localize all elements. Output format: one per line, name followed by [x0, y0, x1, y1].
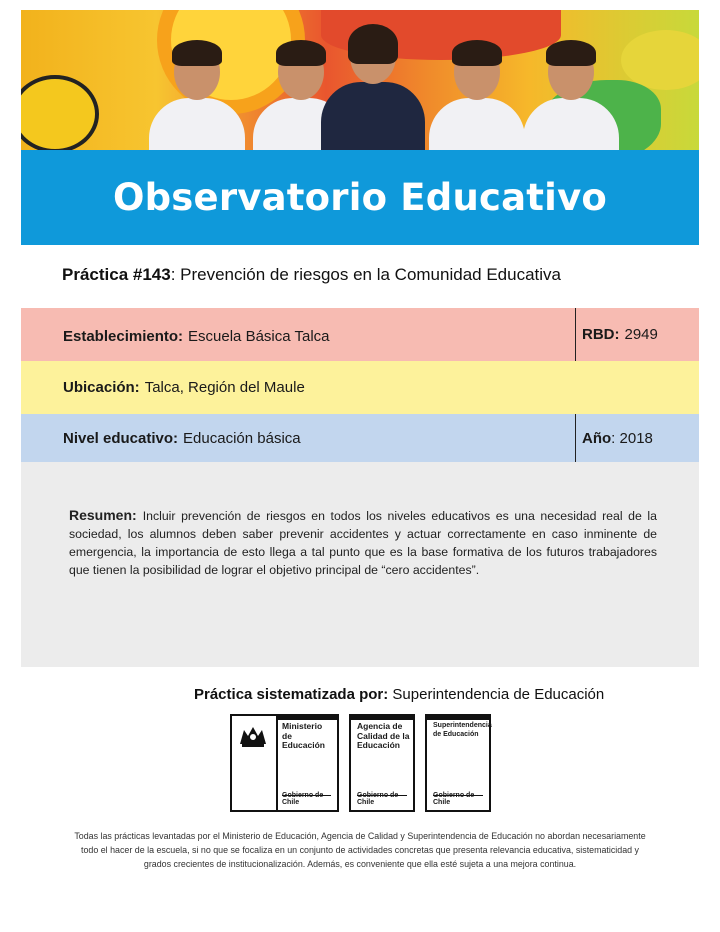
summary-paragraph	[69, 506, 657, 579]
page-title: Observatorio Educativo	[112, 176, 608, 219]
systematized-by	[194, 686, 604, 703]
rbd-label: RBD:	[582, 326, 620, 343]
establishment-cell	[21, 308, 575, 361]
logo-footer: Gobierno de Chile	[433, 792, 475, 806]
student-figure	[149, 44, 245, 150]
year-cell	[575, 414, 699, 462]
level-label: Nivel educativo:	[63, 429, 179, 447]
systematized-label: Práctica sistematizada por:	[194, 686, 389, 703]
student-figure	[523, 44, 619, 150]
rbd-cell	[575, 308, 699, 361]
systematized-value: Superintendencia de Educación	[392, 686, 605, 703]
logo-name: Agencia de Calidad de la Educación	[357, 721, 410, 750]
rbd-value: 2949	[624, 326, 658, 343]
header-photo	[21, 10, 699, 150]
level-row	[21, 414, 699, 462]
level-cell	[21, 414, 575, 462]
establishment-label: Establecimiento:	[63, 328, 184, 345]
student-figure	[429, 44, 525, 150]
disclaimer-text: Todas las prácticas levantadas por el Ministerio de Educación, Agencia de Calidad y Superintendencia de Educación no abordan necesariamente todo el hacer de la escuela, si no que se focaliza en un conjunto de actividades concretas que presenta relevancia educativa, sistematicidad y grados crecientes de institucionalización. Además, es conveniente que ella esté sujeta a una mejora continua.	[74, 831, 646, 869]
establishment-row	[21, 308, 699, 361]
practice-number: Práctica #143	[62, 265, 171, 284]
location-label: Ubicación:	[63, 379, 140, 396]
level-value: Educación básica	[183, 429, 301, 447]
summary-text: Incluir prevención de riesgos en todos los niveles educativos es una necesidad real de la sociedad, los alumnos deben saber prevenir accidentes y actuar correctamente en caso inminente de emergencia, la importancia de esto llega a tal punto que es la base formativa de los futuros trabajadores que tienen la posibilidad de lograr el objetivo principal de “cero accidentes”.	[69, 509, 657, 577]
title-band	[21, 150, 699, 245]
logo-agencia-calidad	[349, 714, 415, 812]
practice-title: : Prevención de riesgos en la Comunidad Educativa	[170, 265, 561, 284]
logo-footer: Gobierno de Chile	[282, 792, 324, 806]
establishment-value: Escuela Básica Talca	[188, 328, 330, 345]
location-row	[21, 361, 699, 414]
year-value: : 2018	[611, 429, 653, 447]
teacher-figure	[321, 28, 425, 150]
crest-panel	[232, 716, 278, 810]
logo-name: Superintendencia de Educación	[433, 722, 492, 738]
logo-name: Ministerio de Educación	[282, 721, 325, 750]
summary-box	[21, 462, 699, 667]
logo-footer: Gobierno de Chile	[357, 792, 399, 806]
logo-superintendencia	[425, 714, 491, 812]
summary-label: Resumen:	[69, 507, 137, 523]
chile-crest-icon	[238, 724, 268, 748]
logo-ministerio-educacion	[230, 714, 339, 812]
year-label: Año	[582, 429, 612, 447]
practice-heading	[62, 265, 561, 285]
mural-bee	[21, 75, 99, 150]
location-cell	[21, 361, 699, 414]
location-value: Talca, Región del Maule	[144, 379, 305, 396]
